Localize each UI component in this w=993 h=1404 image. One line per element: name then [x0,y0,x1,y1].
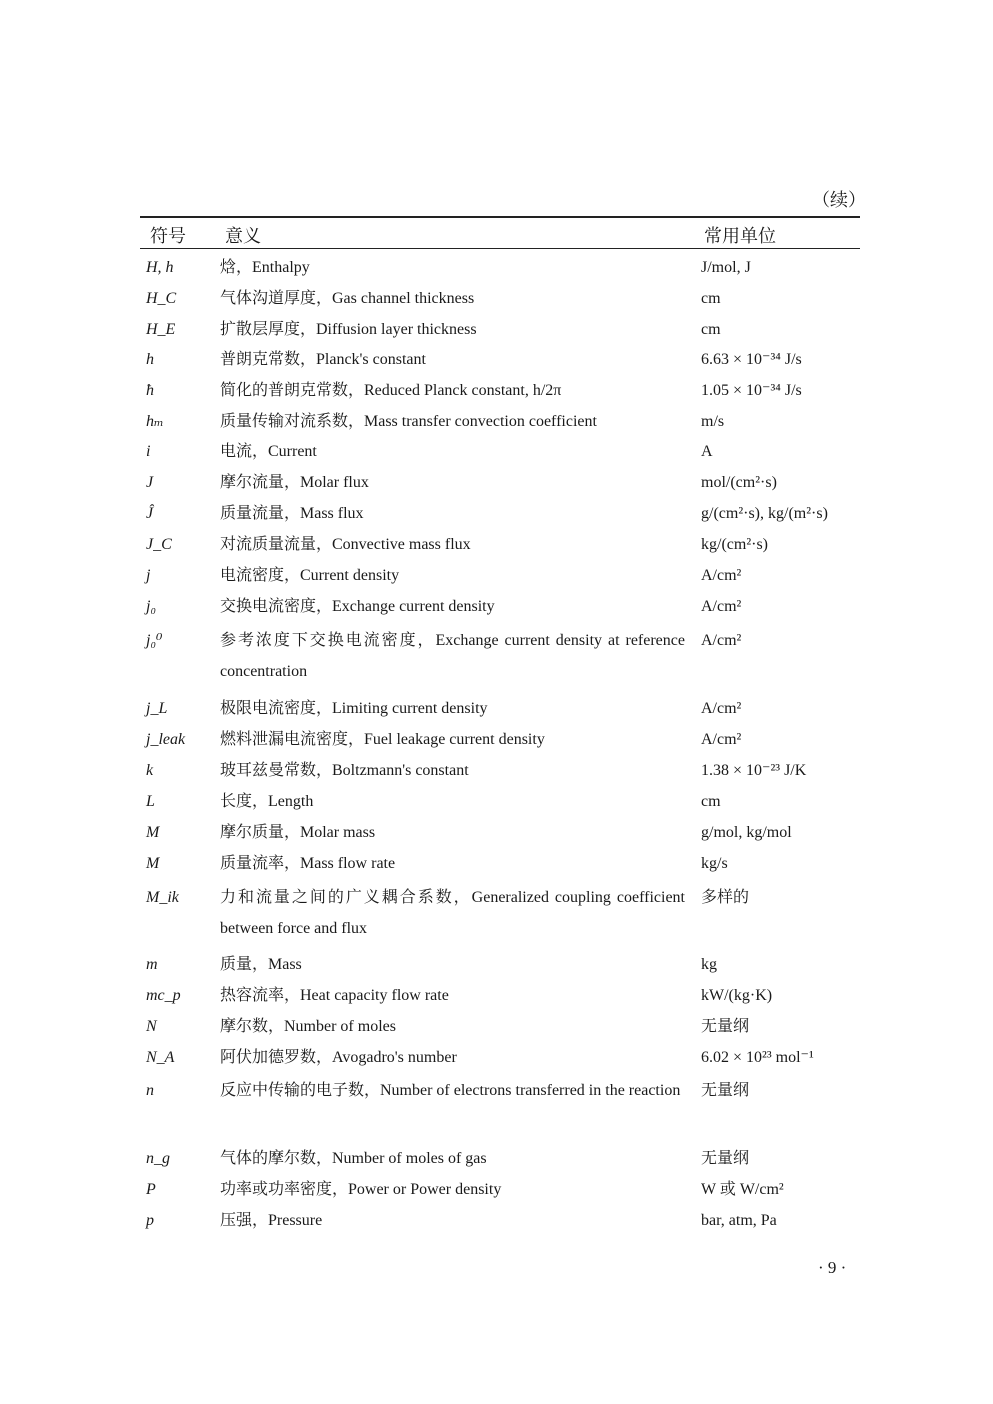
row-unit: g/mol, kg/mol [701,824,792,841]
header-unit: 常用单位 [704,226,776,246]
row-unit: kg/s [701,855,728,872]
row-meaning: 参考浓度下交换电流密度，Exchange current density at reference concentration [220,632,685,680]
row-unit: 无量纲 [701,1082,750,1099]
row-symbol: ħ [146,382,154,399]
row-symbol: n_g [146,1150,170,1167]
row-symbol: M [146,855,160,872]
row-symbol: L [146,793,155,810]
row-unit: 6.63 × 10⁻³⁴ J/s [701,351,802,368]
row-symbol: H_C [146,290,177,307]
row-unit: 无量纲 [701,1018,750,1035]
row-unit: 1.38 × 10⁻²³ J/K [701,762,807,779]
row-symbol: j₀⁰ [146,632,163,649]
row-meaning: 反应中传输的电子数，Number of electrons transferred in the reaction [220,1082,681,1099]
row-symbol: m [146,956,158,973]
row-unit: A/cm² [701,632,742,649]
row-symbol: N [146,1018,157,1035]
row-unit: cm [701,321,721,338]
header-rule [140,248,860,249]
row-unit: mol/(cm²·s) [701,474,777,491]
row-meaning: 极限电流密度，Limiting current density [220,700,488,717]
row-meaning: 压强，Pressure [220,1212,323,1229]
row-unit: J/mol, J [701,259,751,276]
row-meaning: 阿伏加德罗数，Avogadro's number [220,1049,457,1066]
row-symbol: mc_p [146,987,181,1004]
row-unit: kg/(cm²·s) [701,536,768,553]
row-symbol: Ĵ [146,505,154,522]
row-symbol: M_ik [146,889,179,906]
row-meaning: 质量流率，Mass flow rate [220,855,396,872]
row-meaning: 电流密度，Current density [220,567,400,584]
row-symbol: h [146,351,154,368]
row-symbol: k [146,762,154,779]
row-meaning: 功率或功率密度，Power or Power density [220,1181,502,1198]
row-symbol: j_L [146,700,168,717]
header-symbol: 符号 [150,226,186,246]
table-top-rule [140,216,860,218]
row-meaning: 质量流量，Mass flux [220,505,364,522]
row-meaning: 力和流量之间的广义耦合系数，Generalized coupling coefficient between force and flux [220,889,685,937]
row-symbol: j [146,567,151,584]
row-unit: cm [701,793,721,810]
row-meaning: 热容流率，Heat capacity flow rate [220,987,449,1004]
row-unit: 多样的 [701,889,750,906]
row-meaning: 摩尔质量，Molar mass [220,824,376,841]
row-symbol: M [146,824,160,841]
row-unit: A/cm² [701,598,742,615]
row-unit: kW/(kg·K) [701,987,773,1004]
row-meaning: 质量，Mass [220,956,302,973]
row-unit: A [701,443,713,460]
row-unit: kg [701,956,717,973]
row-symbol: j₀ [146,598,157,615]
header-meaning: 意义 [225,226,261,246]
row-meaning: 简化的普朗克常数，Reduced Planck constant, h/2π [220,382,562,399]
row-symbol: H_E [146,321,176,338]
row-meaning: 玻耳兹曼常数，Boltzmann's constant [220,762,469,779]
row-unit: 1.05 × 10⁻³⁴ J/s [701,382,802,399]
row-meaning: 气体沟道厚度，Gas channel thickness [220,290,475,307]
row-meaning: 焓，Enthalpy [220,259,310,276]
row-symbol: n [146,1082,154,1099]
row-meaning: 扩散层厚度，Diffusion layer thickness [220,321,477,338]
row-symbol: J_C [146,536,172,553]
row-meaning: 气体的摩尔数，Number of moles of gas [220,1150,487,1167]
page-number: · 9 · [818,1258,847,1277]
row-unit: W 或 W/cm² [701,1181,784,1198]
row-unit: A/cm² [701,700,742,717]
row-unit: cm [701,290,721,307]
row-symbol: N_A [146,1049,175,1066]
row-meaning: 长度，Length [220,793,314,810]
row-symbol: H, h [146,259,174,276]
row-meaning: 燃料泄漏电流密度，Fuel leakage current density [220,731,545,748]
row-unit: A/cm² [701,567,742,584]
row-meaning: 质量传输对流系数，Mass transfer convection coefficient [220,413,597,430]
row-symbol: j_leak [146,731,186,748]
row-unit: 无量纲 [701,1150,750,1167]
row-unit: 6.02 × 10²³ mol⁻¹ [701,1049,814,1066]
row-unit: A/cm² [701,731,742,748]
row-symbol: i [146,443,151,460]
row-unit: g/(cm²·s), kg/(m²·s) [701,505,828,522]
row-meaning: 电流，Current [220,443,317,460]
row-unit: bar, atm, Pa [701,1212,777,1229]
continued-label: （续） [812,190,866,210]
row-meaning: 交换电流密度，Exchange current density [220,598,495,615]
row-symbol: J [146,474,154,491]
row-meaning: 普朗克常数，Planck's constant [220,351,426,368]
row-meaning: 摩尔流量，Molar flux [220,474,369,491]
row-meaning: 摩尔数，Number of moles [220,1018,396,1035]
row-symbol: hₘ [146,413,164,430]
row-symbol: P [146,1181,156,1198]
row-symbol: p [146,1212,154,1229]
row-meaning: 对流质量流量，Convective mass flux [220,536,471,553]
row-unit: m/s [701,413,725,430]
